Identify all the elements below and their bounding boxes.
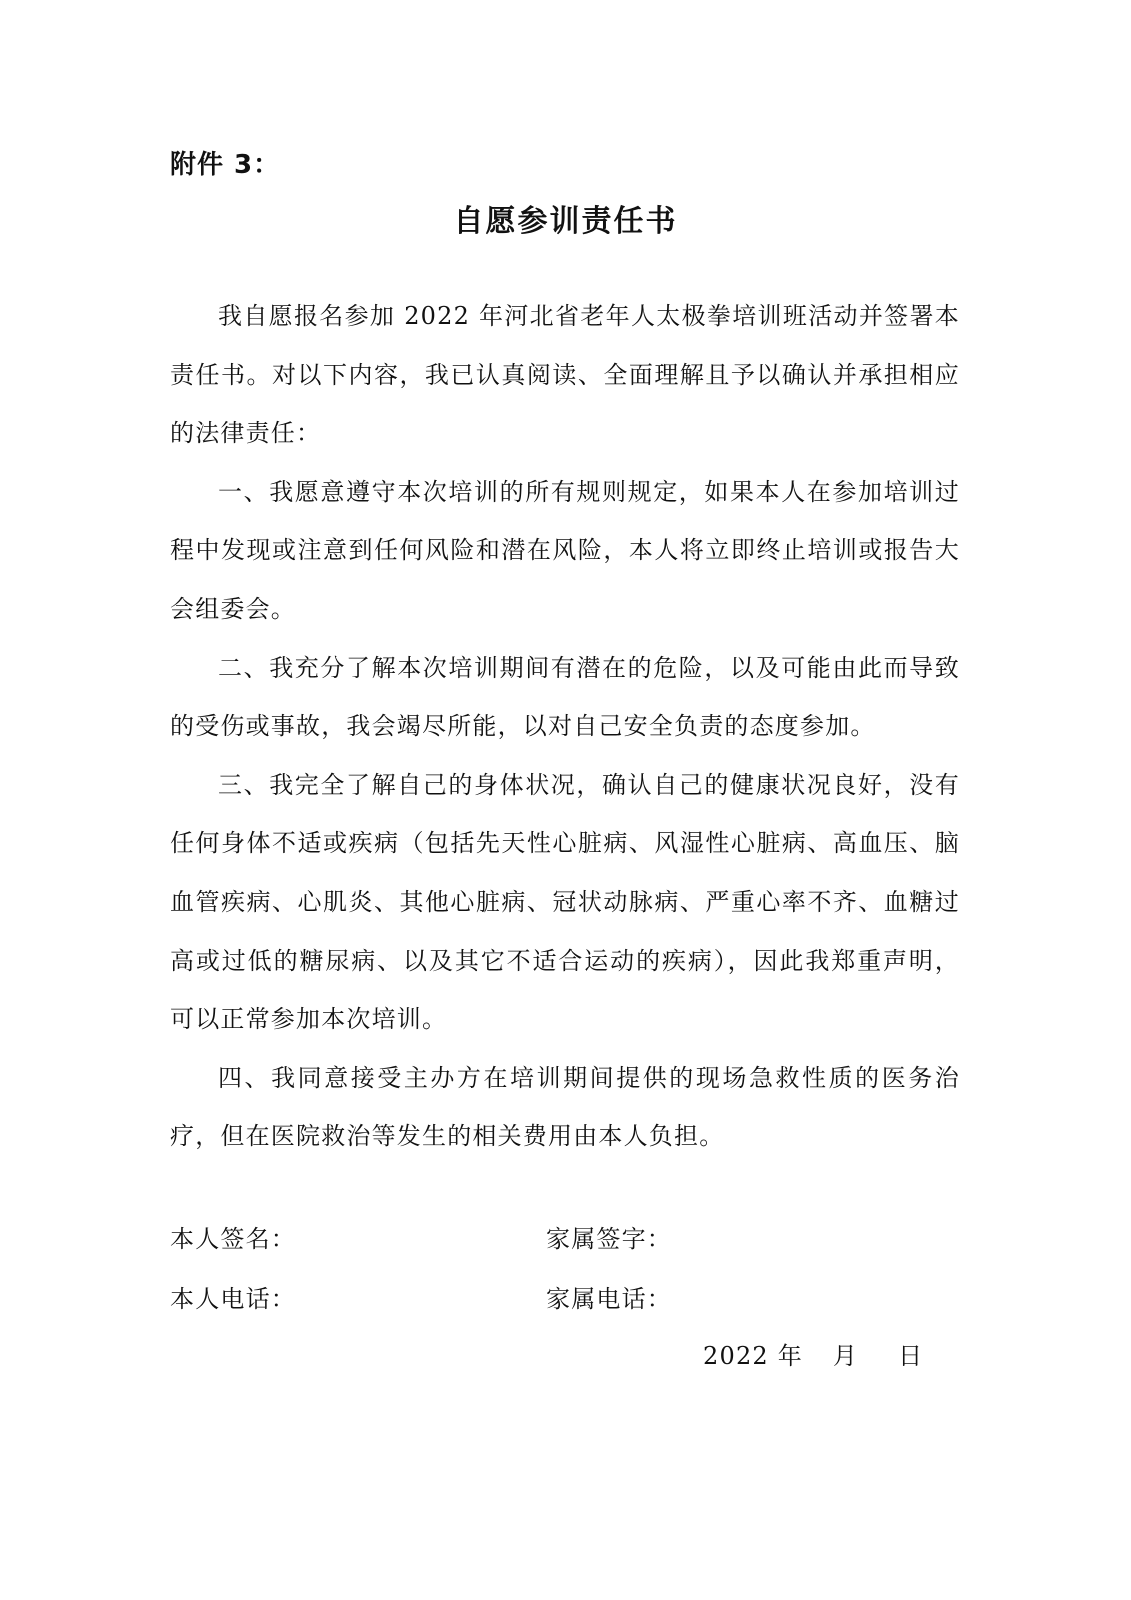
clause-2-paragraph: 二、我充分了解本次培训期间有潜在的危险，以及可能由此而导致的受伤或事故，我会竭尽所能，以对自己安全负责的态度参加。 — [170, 653, 960, 741]
family-signature-label: 家属签字： — [546, 1225, 672, 1253]
document-body — [170, 287, 960, 1166]
date-day: 日 — [898, 1342, 924, 1370]
clause-1-paragraph: 一、我愿意遵守本次培训的所有规则规定，如果本人在参加培训过程中发现或注意到任何风险和潜在风险，本人将立即终止培训或报告大会组委会。 — [170, 477, 960, 623]
clause-4-paragraph: 四、我同意接受主办方在培训期间提供的现场急救性质的医务治疗，但在医院救治等发生的相关费用由本人负担。 — [170, 1063, 960, 1151]
self-signature-label: 本人签名： — [170, 1225, 296, 1253]
intro-paragraph: 我自愿报名参加 2022 年河北省老年人太极拳培训班活动并签署本责任书。对以下内容，我已认真阅读、全面理解且予以确认并承担相应的法律责任： — [170, 302, 960, 448]
clause-3-paragraph: 三、我完全了解自己的身体状况，确认自己的健康状况良好，没有任何身体不适或疾病（包括先天性心脏病、风湿性心脏病、高血压、脑血管疾病、心肌炎、其他心脏病、冠状动脉病、严重心率不齐、血糖过高或过低的糖尿病、以及其它不适合运动的疾病），因此我郑重声明，可以正常参加本次培训。 — [170, 770, 960, 1034]
family-phone-label: 家属电话： — [546, 1285, 672, 1313]
attachment-label: 附件 3： — [170, 150, 281, 180]
document-title: 自愿参训责任书 — [453, 204, 678, 239]
date-line — [703, 1336, 923, 1376]
date-month: 月 — [832, 1342, 859, 1370]
date-year: 2022 年 — [703, 1342, 803, 1370]
self-phone-label: 本人电话： — [170, 1285, 296, 1313]
